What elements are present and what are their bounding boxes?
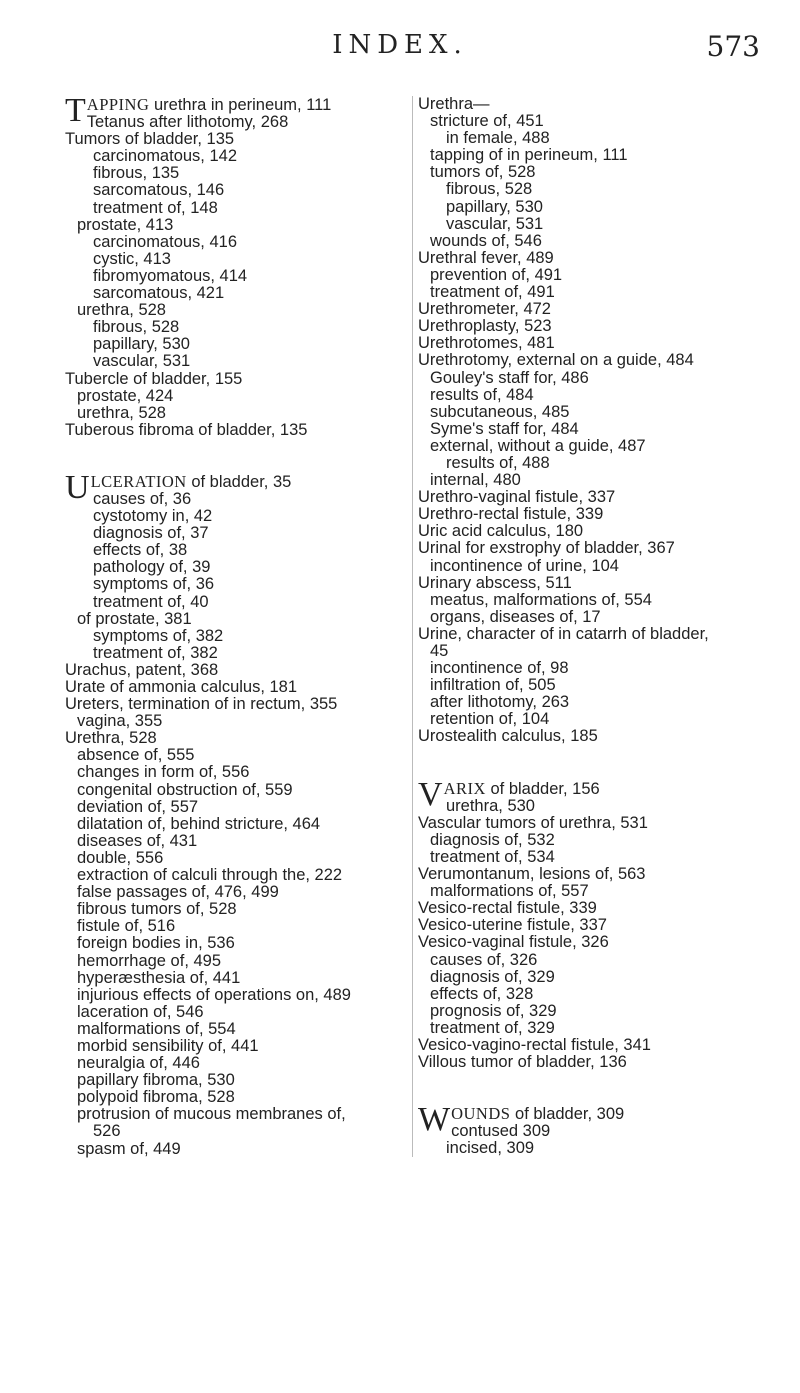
index-entry: vascular, 531	[93, 352, 191, 371]
index-entry: meatus, malformations of, 554	[430, 590, 652, 609]
index-entry: polypoid fibroma, 528	[77, 1088, 235, 1107]
index-entry: prostate, 424	[77, 386, 174, 405]
index-entry: Urate of ammonia calculus, 181	[65, 678, 298, 696]
index-entry: malformations of, 554	[77, 1019, 236, 1038]
index-entry: Vesico-vagino-rectal fistule, 341	[418, 1035, 651, 1054]
index-entry: fistule of, 516	[77, 917, 176, 936]
index-entry: contused 309	[451, 1122, 551, 1141]
index-entry: tapping of in perineum, 111	[430, 146, 628, 165]
index-entry: papillary, 530	[446, 197, 543, 216]
index-entry: Vascular tumors of urethra, 531	[418, 813, 648, 832]
index-entry: diagnosis of, 37	[93, 524, 209, 543]
index-entry: hemorrhage of, 495	[77, 951, 222, 970]
index-entry: wounds of, 546	[430, 231, 542, 250]
index-entry: pathology of, 39	[93, 558, 211, 577]
index-entry: of prostate, 381	[77, 609, 192, 628]
index-entry: treatment of, 148	[93, 198, 218, 217]
index-entry: results of, 488	[446, 453, 550, 472]
index-entry: Urinary abscess, 511	[418, 573, 572, 592]
index-entry: diagnosis of, 532	[430, 830, 555, 849]
index-entry: Urethro-rectal fistule, 339	[418, 505, 604, 524]
index-entry: vascular, 531	[446, 214, 544, 233]
index-entry: urethra, 530	[446, 796, 535, 815]
index-entry: treatment of, 40	[93, 592, 209, 611]
index-entry: subcutaneous, 485	[430, 402, 570, 421]
index-entry: 526	[93, 1122, 121, 1141]
index-entry: sarcomatous, 421	[93, 284, 225, 303]
index-entry: morbid sensibility of, 441	[77, 1036, 259, 1055]
index-entry: in female, 488	[446, 129, 550, 148]
index-entry: Syme's staff for, 484	[430, 419, 579, 438]
index-entry: incised, 309	[446, 1139, 535, 1158]
index-entry-text: of bladder, 156	[485, 779, 600, 798]
index-entry: retention of, 104	[430, 710, 550, 729]
section-gap	[418, 746, 800, 780]
page-title: INDEX.	[332, 30, 468, 60]
index-entry: Tubercle of bladder, 155	[65, 369, 243, 388]
index-entry: Urethrometer, 472	[418, 300, 551, 319]
section-heading-word: LCERATION	[90, 471, 187, 491]
index-entry: deviation of, 557	[77, 797, 199, 816]
index-entry: carcinomatous, 142	[93, 147, 237, 166]
index-entry: symptoms of, 382	[93, 626, 224, 645]
index-entry: diagnosis of, 329	[430, 967, 555, 986]
index-entry: Tetanus after lithotomy, 268	[86, 113, 289, 132]
index-entry: effects of, 38	[93, 541, 188, 560]
index-entry: causes of, 326	[430, 950, 538, 969]
section-heading-word: APPING	[86, 95, 150, 114]
index-entry: neuralgia of, 446	[77, 1054, 200, 1073]
index-entry: cystic, 413	[93, 249, 171, 268]
index-entry: changes in form of, 556	[77, 763, 250, 782]
index-entry: fibrous, 528	[446, 180, 533, 199]
index-entry: treatment of, 382	[93, 643, 218, 662]
index-entry: Verumontanum, lesions of, 563	[418, 865, 646, 884]
section-heading-word: ARIX	[443, 778, 486, 798]
index-entry: incontinence of, 98	[430, 659, 569, 678]
index-entry: Vesico-rectal fistule, 339	[418, 899, 597, 918]
index-entry: papillary fibroma, 530	[77, 1071, 235, 1090]
index-entry: hyperæsthesia of, 441	[77, 968, 241, 987]
index-entry: laceration of, 546	[77, 1002, 204, 1021]
index-entry: diseases of, 431	[77, 831, 198, 850]
index-entry: Urethrotomes, 481	[418, 334, 555, 353]
index-entry: spasm of, 449	[77, 1139, 181, 1158]
index-entry: fibrous, 528	[93, 318, 180, 337]
section-gap	[65, 439, 400, 473]
index-entry: dilatation of, behind stricture, 464	[77, 814, 321, 833]
index-entry: Ureters, termination of in rectum, 355	[65, 695, 338, 714]
index-entry: Villous tumor of bladder, 136	[418, 1053, 627, 1072]
index-entry: Urachus, patent, 368	[65, 660, 219, 679]
section-initial: W	[418, 1101, 451, 1139]
index-entry-text: of bladder, 35	[186, 472, 292, 491]
section-initial: V	[418, 775, 443, 813]
index-entry: Urethral fever, 489	[418, 248, 554, 267]
index-entry: urethra, 528	[77, 301, 166, 320]
index-entry: double, 556	[77, 848, 164, 867]
index-entry: prostate, 413	[77, 215, 174, 234]
index-entry: after lithotomy, 263	[430, 693, 570, 712]
index-entry: Urinal for exstrophy of bladder, 367	[418, 539, 675, 558]
index-entry: Vesico-vaginal fistule, 326	[418, 933, 609, 952]
index-entry-text: urethra in perineum, 111	[149, 96, 332, 114]
index-entry: malformations of, 557	[430, 882, 589, 901]
index-entry: treatment of, 491	[430, 283, 555, 302]
index-entry: Uric acid calculus, 180	[418, 522, 584, 541]
index-entry: treatment of, 534	[430, 847, 555, 866]
index-entry: protrusion of mucous membranes of,	[77, 1105, 346, 1124]
index-entry: causes of, 36	[93, 489, 192, 508]
index-entry: Tuberous fibroma of bladder, 135	[65, 420, 308, 439]
index-entry: fibrous, 135	[93, 164, 180, 183]
index-entry: effects of, 328	[430, 984, 534, 1003]
index-entry: fibrous tumors of, 528	[77, 900, 237, 919]
index-entry: treatment of, 329	[430, 1018, 555, 1037]
index-entry: internal, 480	[430, 471, 521, 490]
index-entry: tumors of, 528	[430, 163, 536, 182]
index-entry: Urethra—	[418, 95, 490, 113]
index-entry: injurious effects of operations on, 489	[77, 985, 351, 1004]
page-number: 573	[706, 30, 760, 63]
index-entry: Urethrotomy, external on a guide, 484	[418, 351, 694, 370]
index-entry: Urethra, 528	[65, 729, 157, 748]
index-column-left	[65, 92, 400, 1158]
index-entry: infiltration of, 505	[430, 676, 556, 695]
index-entry: incontinence of urine, 104	[430, 556, 619, 575]
page-header	[0, 30, 800, 66]
index-entry: fibromyomatous, 414	[93, 266, 248, 285]
index-entry: carcinomatous, 416	[93, 232, 237, 251]
index-column-right	[412, 96, 800, 1157]
index-entry: 45	[430, 642, 449, 660]
index-entry: congenital obstruction of, 559	[77, 780, 293, 799]
index-entry: organs, diseases of, 17	[430, 607, 601, 626]
index-entry: Gouley's staff for, 486	[430, 368, 589, 387]
index-entry: cystotomy in, 42	[93, 507, 213, 526]
section-initial: U	[65, 468, 90, 506]
section-heading-word: OUNDS	[451, 1104, 511, 1124]
index-entry: Urethroplasty, 523	[418, 317, 552, 336]
index-entry: vagina, 355	[77, 712, 163, 731]
index-entry: prevention of, 491	[430, 265, 563, 284]
index-entry: extraction of calculi through the, 222	[77, 866, 343, 885]
index-entry: Tumors of bladder, 135	[65, 130, 235, 149]
section-gap	[418, 1071, 800, 1105]
index-entry-text: of bladder, 309	[510, 1105, 625, 1124]
index-entry: Urine, character of in catarrh of bladder,	[418, 624, 709, 643]
index-entry: Urethro-vaginal fistule, 337	[418, 488, 616, 507]
section-initial: T	[65, 92, 86, 129]
index-entry: results of, 484	[430, 385, 534, 404]
index-entry: prognosis of, 329	[430, 1001, 557, 1020]
index-entry: papillary, 530	[93, 335, 190, 354]
index-entry: urethra, 528	[77, 403, 166, 422]
index-entry: symptoms of, 36	[93, 575, 215, 594]
index-entry: external, without a guide, 487	[430, 436, 646, 455]
index-entry: foreign bodies in, 536	[77, 934, 235, 953]
index-entry: sarcomatous, 146	[93, 181, 225, 200]
index-entry: absence of, 555	[77, 746, 195, 765]
index-entry: Urostealith calculus, 185	[418, 727, 598, 746]
index-entry: Vesico-uterine fistule, 337	[418, 916, 607, 935]
index-entry: false passages of, 476, 499	[77, 883, 279, 902]
index-entry: stricture of, 451	[430, 112, 544, 131]
